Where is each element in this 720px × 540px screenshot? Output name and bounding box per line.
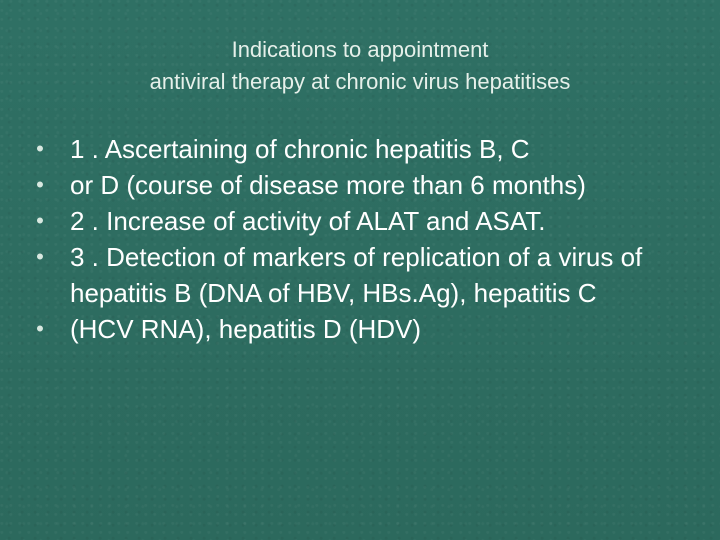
slide-title — [60, 34, 660, 98]
bullet-text: 1 . Ascertaining of chronic hepatitis B, C — [70, 134, 530, 164]
bullet-dot-icon: • — [36, 244, 44, 269]
bullet-item — [30, 203, 685, 239]
title-line-2: antiviral therapy at chronic virus hepatitises — [149, 69, 571, 94]
bullet-dot-icon: • — [36, 208, 44, 233]
bullet-dot-icon: • — [36, 316, 44, 341]
bullet-item — [30, 131, 685, 167]
bullet-text: or D (course of disease more than 6 months) — [70, 170, 586, 200]
bullet-text: (HCV RNA), hepatitis D (HDV) — [70, 314, 422, 344]
bullet-dot-icon: • — [36, 136, 44, 161]
bullet-list — [30, 131, 685, 347]
bullet-item — [30, 239, 685, 311]
bullet-text: 2 . Increase of activity of ALAT and ASAT. — [70, 206, 546, 236]
bullet-item — [30, 311, 685, 347]
bullet-text: 3 . Detection of markers of replication of a virus of hepatitis B (DNA of HBV, HBs.Ag), hepatitis C — [70, 242, 643, 308]
bullet-dot-icon: • — [36, 172, 44, 197]
bullet-item — [30, 167, 685, 203]
title-line-1: Indications to appointment — [231, 37, 489, 62]
